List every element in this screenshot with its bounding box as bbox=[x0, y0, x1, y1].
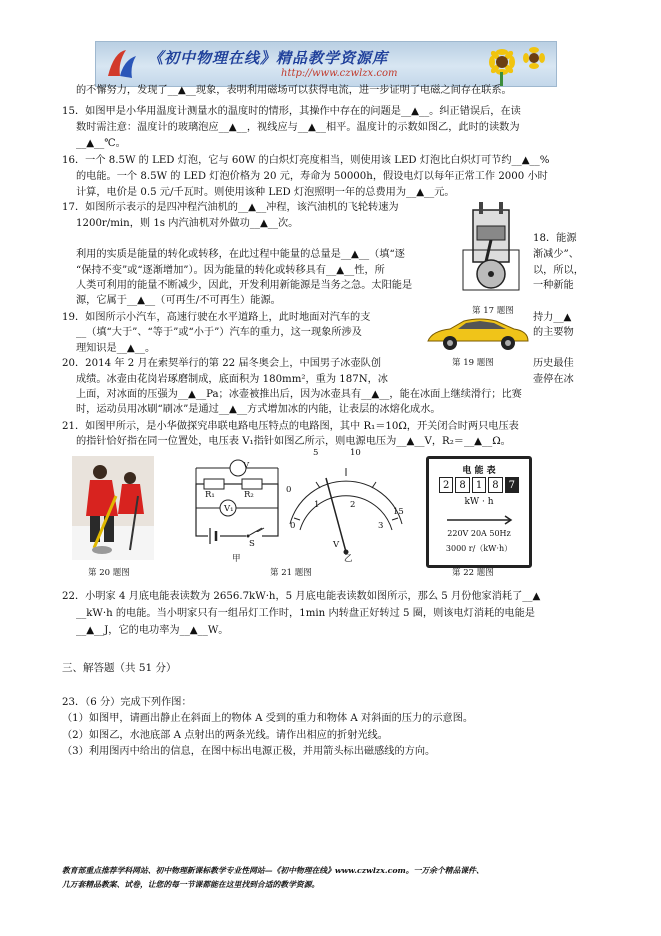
text-line: __▲__J，它的电功率为__▲__W。 bbox=[76, 625, 229, 636]
text-line: 渐减少”、 bbox=[533, 249, 579, 260]
dial-label: 2 bbox=[350, 500, 356, 510]
text-line: 1200r/min，则 1s 内汽油机对外做功__▲__次。 bbox=[76, 218, 299, 229]
figure-label-jia: 甲 bbox=[232, 554, 241, 564]
header-banner bbox=[95, 41, 557, 87]
dial-label: 3 bbox=[378, 521, 384, 531]
switch-label: S bbox=[249, 539, 255, 549]
text-line: 17．如图所示表示的是四冲程汽油机的__▲__冲程，该汽油机的飞轮转速为 bbox=[62, 202, 399, 213]
text-line: 计算，电价是 0.5 元/千瓦时。则使用该种 LED 灯泡照明一年的总费用为__▲__元。 bbox=[76, 187, 455, 198]
figure-caption: 第 21 题图 bbox=[270, 568, 312, 578]
v1-label: V₁ bbox=[224, 504, 234, 514]
meter-digit: 1 bbox=[472, 477, 486, 493]
text-line: 利用的实质是能量的转化或转移，在此过程中能量的总量是__▲__（填“逐 bbox=[76, 249, 405, 260]
circuit-diagram bbox=[190, 456, 286, 552]
text-line: 数时需注意：温度计的玻璃泡应__▲__，视线应与__▲__相平。温度计的示数如图乙，此时的读数为 bbox=[76, 122, 520, 133]
figure-caption: 第 20 题图 bbox=[88, 568, 130, 578]
sunflower-icon bbox=[476, 42, 554, 86]
text-line: 成绩。冰壶由花岗岩琢磨制成，底面积为 180mm²，重为 187N，冰 bbox=[76, 374, 388, 385]
text-line: 15．如图甲是小华用温度计测量水的温度时的情形，其操作中存在的问题是__▲__。纠正错误后，在读 bbox=[62, 106, 521, 117]
text-line: （2）如图乙，水池底部 A 点射出的两条光线。请作出相应的折射光线。 bbox=[62, 730, 388, 741]
text-line: 持力__▲ bbox=[533, 312, 572, 323]
banner-title: 《初中物理在线》精品教学资源库 bbox=[148, 49, 389, 67]
rotation-arrow-icon bbox=[443, 513, 515, 527]
dial-label: 0 bbox=[286, 485, 292, 495]
text-line: 一种新能 bbox=[533, 280, 574, 291]
engine-figure bbox=[455, 196, 525, 300]
text-line: 时，运动员用冰刷“刷冰”是通过__▲__方式增加冰的内能，让表层的冰熔化成水。 bbox=[76, 404, 441, 415]
banner-url: http://www.czwlzx.com bbox=[281, 68, 398, 79]
text-line: 源，它属于__▲__（可再生/不可再生）能源。 bbox=[76, 295, 281, 306]
text-line: 上面，对冰面的压强为__▲__Pa；冰壶被推出后，因为冰壶具有__▲__，能在冰面上继续滑行；比赛 bbox=[76, 389, 522, 400]
figure-label-yi: 乙 bbox=[344, 554, 353, 564]
figure-caption: 第 22 题图 bbox=[452, 568, 494, 578]
text-line: 人类可利用的能量不断减少，因此，开发利用新能源是当务之急。太阳能是 bbox=[76, 280, 413, 291]
meter-spec: 220V 20A 50Hz bbox=[447, 529, 511, 538]
footer-line: 几万套精品教案、试卷，让您的每一节课都能在这里找到合适的教学资源。 bbox=[62, 880, 320, 889]
text-line: 的不懈努力，发现了__▲__现象，表明利用磁场可以获得电流，进一步证明了电磁之间存在联系。 bbox=[76, 85, 512, 96]
dial-label: 5 bbox=[313, 448, 319, 458]
text-line: 16．一个 8.5W 的 LED 灯泡，它与 60W 的白炽灯亮度相当，则使用该 LED 灯泡比白炽灯可节约__▲__% bbox=[62, 155, 550, 166]
text-line: 以，所以， bbox=[533, 265, 584, 276]
curling-photo bbox=[72, 456, 154, 560]
text-line: 历史最佳 bbox=[533, 358, 574, 369]
text-line: 22．小明家 4 月底电能表读数为 2656.7kW·h，5 月底电能表读数如图所示，那么 5 月份他家消耗了__▲ bbox=[62, 591, 541, 602]
dial-label: 10 bbox=[350, 448, 361, 458]
text-line: 20．2014 年 2 月在索契举行的第 22 届冬奥会上，中国男子冰壶队创 bbox=[62, 358, 382, 369]
text-line: （1）如图甲，请画出静止在斜面上的物体 A 受到的重力和物体 A 对斜面的压力的示意图。 bbox=[62, 713, 474, 724]
footer-line: 教育部重点推荐学科网站、初中物理新课标教学专业性网站—《初中物理在线》www.czwlzx.com。一万余个精品课件、 bbox=[62, 866, 484, 875]
text-line: __（填“大于”、“等于”或“小于”）汽车的重力，这一现象所涉及 bbox=[76, 327, 362, 338]
dial-label: 1 bbox=[314, 500, 320, 510]
electric-meter bbox=[426, 456, 532, 568]
dial-label: 0 bbox=[290, 521, 296, 531]
section-title: 三、解答题（共 51 分） bbox=[62, 662, 177, 674]
dial-label: 15 bbox=[393, 507, 404, 517]
text-line: “保持不变”或“逐渐增加”）。因为能量的转化或转移具有__▲__性，所 bbox=[76, 265, 385, 276]
meter-digit: 2 bbox=[439, 477, 453, 493]
meter-spec: 3000 r/（kW·h） bbox=[445, 544, 513, 553]
car-figure bbox=[424, 313, 532, 353]
voltmeter-dial bbox=[282, 448, 412, 560]
meter-digit-decimal: 7 bbox=[505, 477, 519, 493]
dial-letter: V bbox=[333, 540, 340, 550]
meter-digits bbox=[439, 477, 519, 493]
text-line: 18．能源 bbox=[533, 233, 577, 244]
text-line: 理知识是__▲__。 bbox=[76, 343, 156, 354]
meter-digit: 8 bbox=[455, 477, 469, 493]
text-line: __▲__℃。 bbox=[76, 138, 126, 149]
meter-title: 电 能 表 bbox=[462, 466, 496, 476]
figure-caption: 第 17 题图 bbox=[472, 306, 514, 316]
text-line: 21．如图甲所示，是小华做探究串联电路电压特点的电路图，其中 R₁＝10Ω，开关闭合时两只电压表 bbox=[62, 421, 519, 432]
text-line: 23．（6 分）完成下列作图： bbox=[62, 697, 192, 708]
text-line: 的主要物 bbox=[533, 327, 574, 338]
text-line: 19．如图所示小汽车，高速行驶在水平道路上，此时地面对汽车的支 bbox=[62, 312, 371, 323]
figure-caption: 第 19 题图 bbox=[452, 358, 494, 368]
text-line: 的指针恰好指在同一位置处，电压表 V₁指针如图乙所示，则电源电压为__▲__V，R₂＝__▲__Ω。 bbox=[76, 436, 511, 447]
logo-icon bbox=[104, 46, 140, 82]
text-line: __kW·h 的电能。当小明家只有一组吊灯工作时，1min 内转盘正好转过 5 圈，则该电灯消耗的电能是 bbox=[76, 608, 535, 619]
text-line: （3）利用图丙中给出的信息，在图中标出电源正极，并用箭头标出磁感线的方向。 bbox=[62, 746, 436, 757]
r1-label: R₁ bbox=[205, 490, 215, 500]
r2-label: R₂ bbox=[244, 490, 254, 500]
text-line: 的电能。一个 8.5W 的 LED 灯泡价格为 20 元，寿命为 50000h，假设电灯以每年正常工作 2000 小时 bbox=[76, 171, 548, 182]
text-line: 壶停在冰 bbox=[533, 374, 574, 385]
voltmeter-label: V bbox=[243, 461, 250, 471]
meter-unit: kW · h bbox=[464, 497, 494, 507]
meter-digit: 8 bbox=[488, 477, 502, 493]
